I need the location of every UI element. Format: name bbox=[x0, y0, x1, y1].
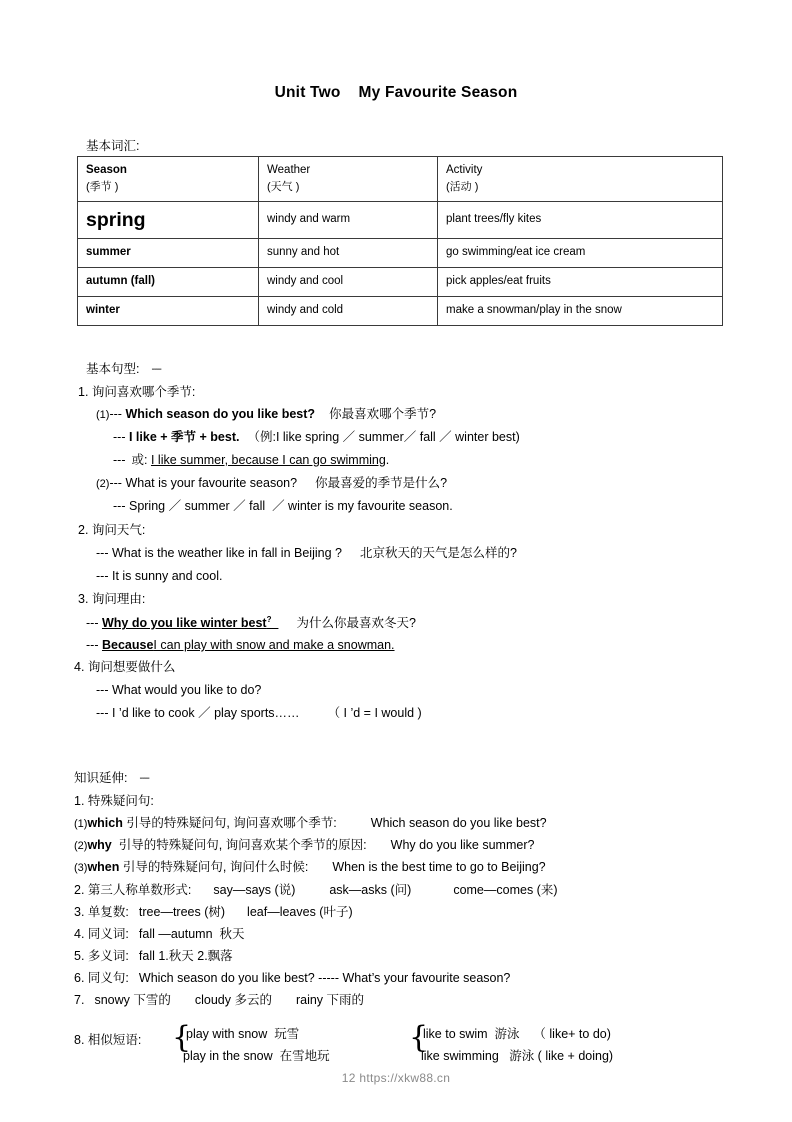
extension-label-text: 知识延伸: bbox=[74, 771, 128, 785]
patterns-item1-title: 询问喜欢哪个季节: bbox=[91, 385, 196, 399]
cell-activity bbox=[438, 297, 723, 326]
cell-activity bbox=[438, 239, 723, 268]
pair-come-comes: come—comes (来) bbox=[453, 883, 558, 897]
example-which: Which season do you like best? bbox=[370, 816, 547, 830]
dashes: --- bbox=[96, 683, 109, 697]
extension-item-6 bbox=[74, 972, 510, 985]
season-label-summer: summer bbox=[86, 246, 131, 259]
dashes: --- bbox=[96, 546, 109, 560]
table-row bbox=[78, 202, 723, 239]
cell-weather bbox=[259, 268, 438, 297]
patterns-line-2b bbox=[113, 500, 453, 513]
answer-i-like-prefix: I like + bbox=[128, 430, 172, 444]
patterns-line-3a bbox=[96, 547, 517, 560]
extension-dash: ---- bbox=[139, 773, 149, 784]
marker-1: (1) bbox=[96, 409, 110, 421]
dashes: --- bbox=[86, 616, 99, 631]
extension-item-5 bbox=[74, 950, 233, 963]
patterns-line-3b bbox=[96, 570, 222, 583]
extension-item-1 bbox=[74, 795, 154, 808]
period: . bbox=[385, 453, 390, 467]
marker-1: (1) bbox=[74, 818, 88, 830]
answer-would-like: I ’d like to cook ／ play sports…… bbox=[111, 706, 300, 720]
dashes: --- bbox=[113, 499, 126, 513]
answer-i-like-suffix: + best. bbox=[196, 430, 240, 444]
patterns-line-5a bbox=[96, 684, 261, 697]
header-weather-cn: (天气 ) bbox=[267, 181, 300, 194]
pair-say-says: say—says (说) bbox=[213, 883, 296, 897]
extension-item-3 bbox=[74, 906, 353, 919]
extension-item1-title: 特殊疑问句: bbox=[87, 794, 154, 808]
activity-label-autumn: pick apples/eat fruits bbox=[446, 275, 551, 288]
patterns-item2-num: 2. bbox=[78, 523, 89, 537]
answer-i-like-cn: 季节 bbox=[171, 430, 197, 444]
keyword-which: which bbox=[87, 816, 123, 830]
cell-season bbox=[78, 297, 259, 326]
patterns-item-2 bbox=[78, 524, 145, 537]
num: 5. bbox=[74, 949, 85, 963]
num: 7. bbox=[74, 993, 85, 1007]
meanings-fall: fall 1.秋天 2.飘落 bbox=[138, 949, 233, 963]
translation-why-winter: 为什么你最喜欢冬天? bbox=[296, 616, 416, 631]
answer-because-rest: I can play with snow and make a snowman. bbox=[153, 638, 395, 652]
season-label-winter: winter bbox=[86, 304, 120, 317]
answer-weather-fall: It is sunny and cool. bbox=[111, 569, 223, 583]
question-mark-sup: ? bbox=[266, 615, 272, 624]
note-id-equals: （ I ’d = I would ) bbox=[327, 706, 422, 720]
activity-label-spring: plant trees/fly kites bbox=[446, 213, 542, 226]
question-why-winter-text: Why do you like winter best bbox=[101, 616, 267, 631]
cell-season bbox=[78, 239, 259, 268]
label-synonym-sentence: 同义句: bbox=[87, 971, 129, 985]
cell-weather bbox=[259, 202, 438, 239]
patterns-item3-title: 询问理由: bbox=[91, 592, 146, 606]
dashes: --- bbox=[96, 706, 109, 720]
extension-item-7 bbox=[74, 994, 364, 1007]
table-row bbox=[78, 268, 723, 297]
patterns-item-3 bbox=[78, 593, 145, 606]
cell-weather bbox=[259, 297, 438, 326]
num: 2. bbox=[74, 883, 85, 897]
patterns-item-1 bbox=[78, 386, 195, 399]
header-activity-cn: (活动 ) bbox=[446, 181, 479, 194]
extension-line-when bbox=[74, 861, 546, 874]
synonym-sentence-pair: Which season do you like best? ----- What’s your favourite season? bbox=[138, 971, 511, 985]
question-which-season: Which season do you like best? bbox=[125, 407, 316, 421]
patterns-item-4 bbox=[74, 661, 175, 674]
marker-2: (2) bbox=[74, 840, 88, 852]
dashes: --- bbox=[113, 453, 126, 467]
marker-3: (3) bbox=[74, 862, 88, 874]
answer-because-keyword: Because bbox=[101, 638, 154, 652]
extension-item-4 bbox=[74, 928, 245, 941]
dashes: --- bbox=[109, 476, 122, 490]
patterns-item1-num: 1. bbox=[78, 385, 89, 399]
cell-season bbox=[78, 202, 259, 239]
label-plural: 单复数: bbox=[87, 905, 129, 919]
translation-favourite-season: 你最喜爱的季节是什么? bbox=[315, 476, 448, 490]
patterns-line-1c bbox=[113, 454, 389, 467]
answer-favourite-season: Spring ／ summer ／ fall ／ winter is my favourite season. bbox=[128, 499, 453, 513]
patterns-dash: ---- bbox=[151, 364, 161, 375]
activity-label-winter: make a snowman/play in the snow bbox=[446, 304, 622, 317]
question-weather-fall: What is the weather like in fall in Beijing ? bbox=[111, 546, 342, 560]
extension-item-2 bbox=[74, 884, 558, 897]
num: 6. bbox=[74, 971, 85, 985]
header-cell-weather bbox=[259, 157, 438, 202]
weather-label-summer: sunny and hot bbox=[267, 246, 340, 259]
extension-line-why bbox=[74, 839, 534, 852]
patterns-section-label bbox=[86, 363, 161, 376]
title-topic: My Favourite Season bbox=[358, 84, 518, 101]
marker-2: (2) bbox=[96, 478, 110, 490]
table-header-row bbox=[78, 157, 723, 202]
weather-label-winter: windy and cold bbox=[267, 304, 344, 317]
word-rainy: rainy 下雨的 bbox=[295, 993, 365, 1007]
header-cell-activity bbox=[438, 157, 723, 202]
brace-group-2: { bbox=[409, 1020, 429, 1055]
patterns-line-4b bbox=[86, 639, 395, 652]
patterns-item3-num: 3. bbox=[78, 592, 89, 606]
weather-label-autumn: windy and cool bbox=[267, 275, 344, 288]
num: 3. bbox=[74, 905, 85, 919]
vocabulary-section-label: 基本词汇: bbox=[86, 139, 140, 153]
dashes: --- bbox=[86, 638, 99, 652]
pair-ask-asks: ask—asks (问) bbox=[329, 883, 412, 897]
num: 4. bbox=[74, 927, 85, 941]
cell-season bbox=[78, 268, 259, 297]
header-season-cn: (季节 ) bbox=[86, 181, 119, 194]
page-title bbox=[0, 84, 792, 102]
phrase-like-to-swim: like to swim 游泳 （ like+ to do) bbox=[423, 1027, 611, 1041]
header-season-en: Season bbox=[86, 163, 127, 176]
season-label-spring: spring bbox=[86, 209, 146, 231]
keyword-why: why bbox=[87, 838, 112, 852]
season-label-autumn: autumn (fall) bbox=[86, 275, 155, 288]
cell-activity bbox=[438, 202, 723, 239]
translation-weather-fall: 北京秋天的天气是怎么样的? bbox=[359, 546, 517, 560]
extension-item-8 bbox=[74, 1034, 141, 1047]
phrase-play-with-snow: play with snow 玩雪 bbox=[186, 1027, 300, 1041]
extension-line-which bbox=[74, 817, 547, 830]
title-unit: Unit Two bbox=[274, 84, 341, 101]
label-similar-phrases: 相似短语: bbox=[87, 1033, 142, 1047]
word-cloudy: cloudy 多云的 bbox=[194, 993, 272, 1007]
phrase-like-swimming: like swimming 游泳 ( like + doing) bbox=[421, 1049, 614, 1063]
patterns-line-4a bbox=[86, 616, 416, 630]
dashes: --- bbox=[109, 407, 122, 421]
table-row bbox=[78, 297, 723, 326]
patterns-item4-title: 询问想要做什么 bbox=[87, 660, 176, 674]
vocabulary-table bbox=[77, 156, 723, 326]
question-would-like: What would you like to do? bbox=[111, 683, 262, 697]
pair-tree-trees: tree—trees (树) bbox=[138, 905, 226, 919]
patterns-label-text: 基本句型: bbox=[86, 362, 140, 376]
answer-i-like-example: （例:I like spring ／ summer／ fall ／ winter best) bbox=[247, 430, 520, 444]
keyword-when: when bbox=[87, 860, 120, 874]
extension-section-label bbox=[74, 772, 149, 785]
header-cell-season bbox=[78, 157, 259, 202]
question-why-winter bbox=[102, 616, 278, 630]
cell-weather bbox=[259, 239, 438, 268]
label-third-person: 第三人称单数形式: bbox=[87, 883, 192, 897]
word-snowy: snowy 下雪的 bbox=[94, 993, 171, 1007]
translation-which-season: 你最喜欢哪个季节? bbox=[329, 407, 437, 421]
patterns-line-1b bbox=[113, 431, 520, 444]
cell-activity bbox=[438, 268, 723, 297]
label-polysemy: 多义词: bbox=[87, 949, 129, 963]
patterns-line-2a bbox=[96, 477, 447, 490]
label-synonym-word: 同义词: bbox=[87, 927, 129, 941]
desc-which: 引导的特殊疑问句, 询问喜欢哪个季节: bbox=[122, 816, 337, 830]
dashes: --- bbox=[96, 569, 109, 583]
weather-label-spring: windy and warm bbox=[267, 213, 351, 226]
desc-why: 引导的特殊疑问句, 询问喜欢某个季节的原因: bbox=[111, 838, 367, 852]
header-activity-en: Activity bbox=[446, 163, 483, 176]
or-label: 或: bbox=[131, 453, 148, 467]
patterns-item4-num: 4. bbox=[74, 660, 85, 674]
page-footer: 12 https://xkw88.cn bbox=[341, 1071, 451, 1085]
example-when: When is the best time to go to Beijing? bbox=[332, 860, 546, 874]
extension-item1-num: 1. bbox=[74, 794, 85, 808]
brace-group-1: { bbox=[172, 1020, 192, 1055]
num: 8. bbox=[74, 1033, 85, 1047]
pair-leaf-leaves: leaf—leaves (叶子) bbox=[247, 905, 353, 919]
answer-because-swimming: I like summer, because I can go swimming bbox=[150, 453, 386, 467]
patterns-line-1a bbox=[96, 408, 436, 421]
patterns-line-5b bbox=[96, 707, 422, 720]
activity-label-summer: go swimming/eat ice cream bbox=[446, 246, 586, 259]
pair-fall-autumn: fall —autumn 秋天 bbox=[138, 927, 245, 941]
dashes: --- bbox=[113, 430, 126, 444]
table-row bbox=[78, 239, 723, 268]
example-why: Why do you like summer? bbox=[390, 838, 535, 852]
patterns-item2-title: 询问天气: bbox=[91, 523, 146, 537]
phrase-play-in-the-snow: play in the snow 在雪地玩 bbox=[183, 1049, 330, 1063]
question-favourite-season: What is your favourite season? bbox=[125, 476, 298, 490]
desc-when: 引导的特殊疑问句, 询问什么时候: bbox=[119, 860, 309, 874]
header-weather-en: Weather bbox=[267, 163, 311, 176]
